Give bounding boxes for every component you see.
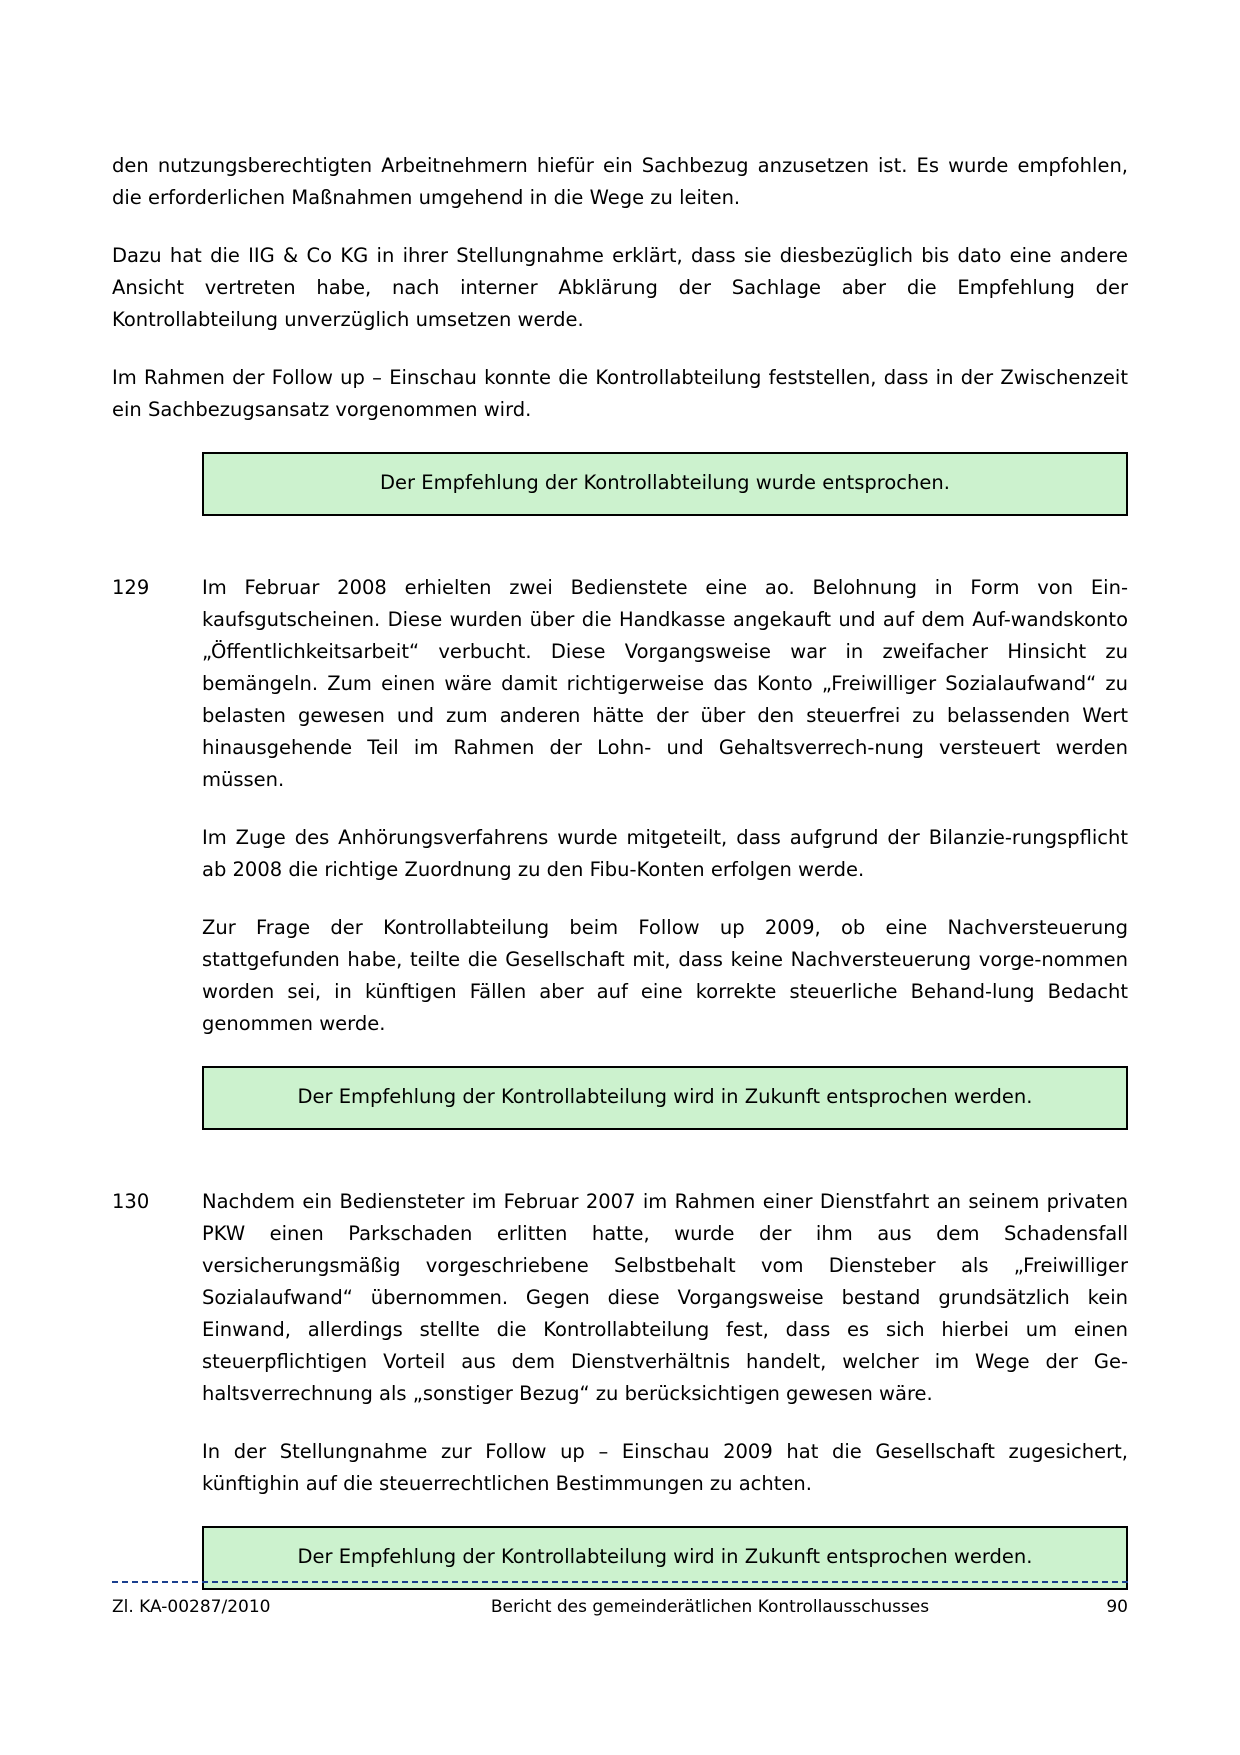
recommendation-callout: Der Empfehlung der Kontrollabteilung wurde entsprochen. — [202, 452, 1128, 516]
paragraph: den nutzungsberechtigten Arbeitnehmern hiefür ein Sachbezug anzusetzen ist. Es wurde empfohlen, die erforderlichen Maßnahmen umgehend in die Wege zu leiten. — [112, 154, 1128, 209]
block-spacer — [112, 516, 1128, 572]
recommendation-callout: Der Empfehlung der Kontrollabteilung wird in Zukunft entsprochen werden. — [202, 1526, 1128, 1590]
footer-row — [112, 1597, 1128, 1617]
recommendation-callout: Der Empfehlung der Kontrollabteilung wird in Zukunft entsprochen werden. — [202, 1066, 1128, 1130]
block-spacer — [112, 1130, 1128, 1186]
paragraph: Im Februar 2008 erhielten zwei Bedienstete eine ao. Belohnung in Form von Ein-kaufsgutscheinen. Diese wurden über die Handkasse angekauft und auf dem Auf-wandskonto „Öffentlichkeitsarbeit“ verbucht. Diese Vorgangsweise war in zweifacher Hinsicht zu bemängeln. Zum einen wäre damit richtigerweise das Konto „Freiwilliger Sozialaufwand“ zu belasten gewesen und zum anderen hätte der über den steuerfrei zu belassenden Wert hinausgehende Teil im Rahmen der Lohn- und Gehaltsverrech-nung versteuert werden müssen. — [202, 576, 1128, 791]
paragraph: Nachdem ein Bediensteter im Februar 2007 im Rahmen einer Dienstfahrt an seinem privaten PKW einen Parkschaden erlitten hatte, wurde der ihm aus dem Schadensfall versicherungsmäßig vorgeschriebene Selbstbehalt vom Diensteber als „Freiwilliger Sozialaufwand“ übernommen. Gegen diese Vorgangsweise bestand grundsätzlich kein Einwand, allerdings stellte die Kontrollabteilung fest, dass es sich hierbei um einen steuerpflichtigen Vorteil aus dem Dienstverhältnis handelt, welcher im Wege der Ge-haltsverrechnung als „sonstiger Bezug“ zu berücksichtigen gewesen wäre. — [202, 1190, 1128, 1405]
paragraph: Dazu hat die IIG & Co KG in ihrer Stellungnahme erklärt, dass sie diesbezüglich bis dato eine andere Ansicht vertreten habe, nach interner Abklärung der Sachlage aber die Empfehlung der Kontrollabteilung unverzüglich umsetzen werde. — [112, 244, 1128, 331]
paragraph: In der Stellungnahme zur Follow up – Einschau 2009 hat die Gesellschaft zugesichert, künftighin auf die steuerrechtlichen Bestimmungen zu achten. — [202, 1440, 1128, 1495]
paragraph: Im Rahmen der Follow up – Einschau konnte die Kontrollabteilung feststellen, dass in der Zwischenzeit ein Sachbezugsansatz vorgenommen wird. — [112, 366, 1128, 421]
content-block — [112, 572, 1128, 1040]
item-number: 130 — [112, 1190, 150, 1213]
footer-page-number: 90 — [1106, 1597, 1128, 1617]
item-number: 129 — [112, 576, 150, 599]
page-footer — [112, 1581, 1128, 1617]
content-block — [112, 150, 1128, 516]
content-block — [112, 1186, 1128, 1500]
footer-reference: Zl. KA-00287/2010 — [112, 1597, 271, 1617]
footer-divider — [112, 1581, 1128, 1583]
paragraph: Zur Frage der Kontrollabteilung beim Follow up 2009, ob eine Nachversteuerung stattgefunden habe, teilte die Gesellschaft mit, dass keine Nachversteuerung vorge-nommen worden sei, in künftigen Fällen aber auf eine korrekte steuerliche Behand-lung Bedacht genommen werde. — [202, 916, 1128, 1035]
footer-title: Bericht des gemeinderätlichen Kontrollausschusses — [490, 1597, 930, 1617]
paragraph: Im Zuge des Anhörungsverfahrens wurde mitgeteilt, dass aufgrund der Bilanzie-rungspflicht ab 2008 die richtige Zuordnung zu den Fibu-Konten erfolgen werde. — [202, 826, 1128, 881]
